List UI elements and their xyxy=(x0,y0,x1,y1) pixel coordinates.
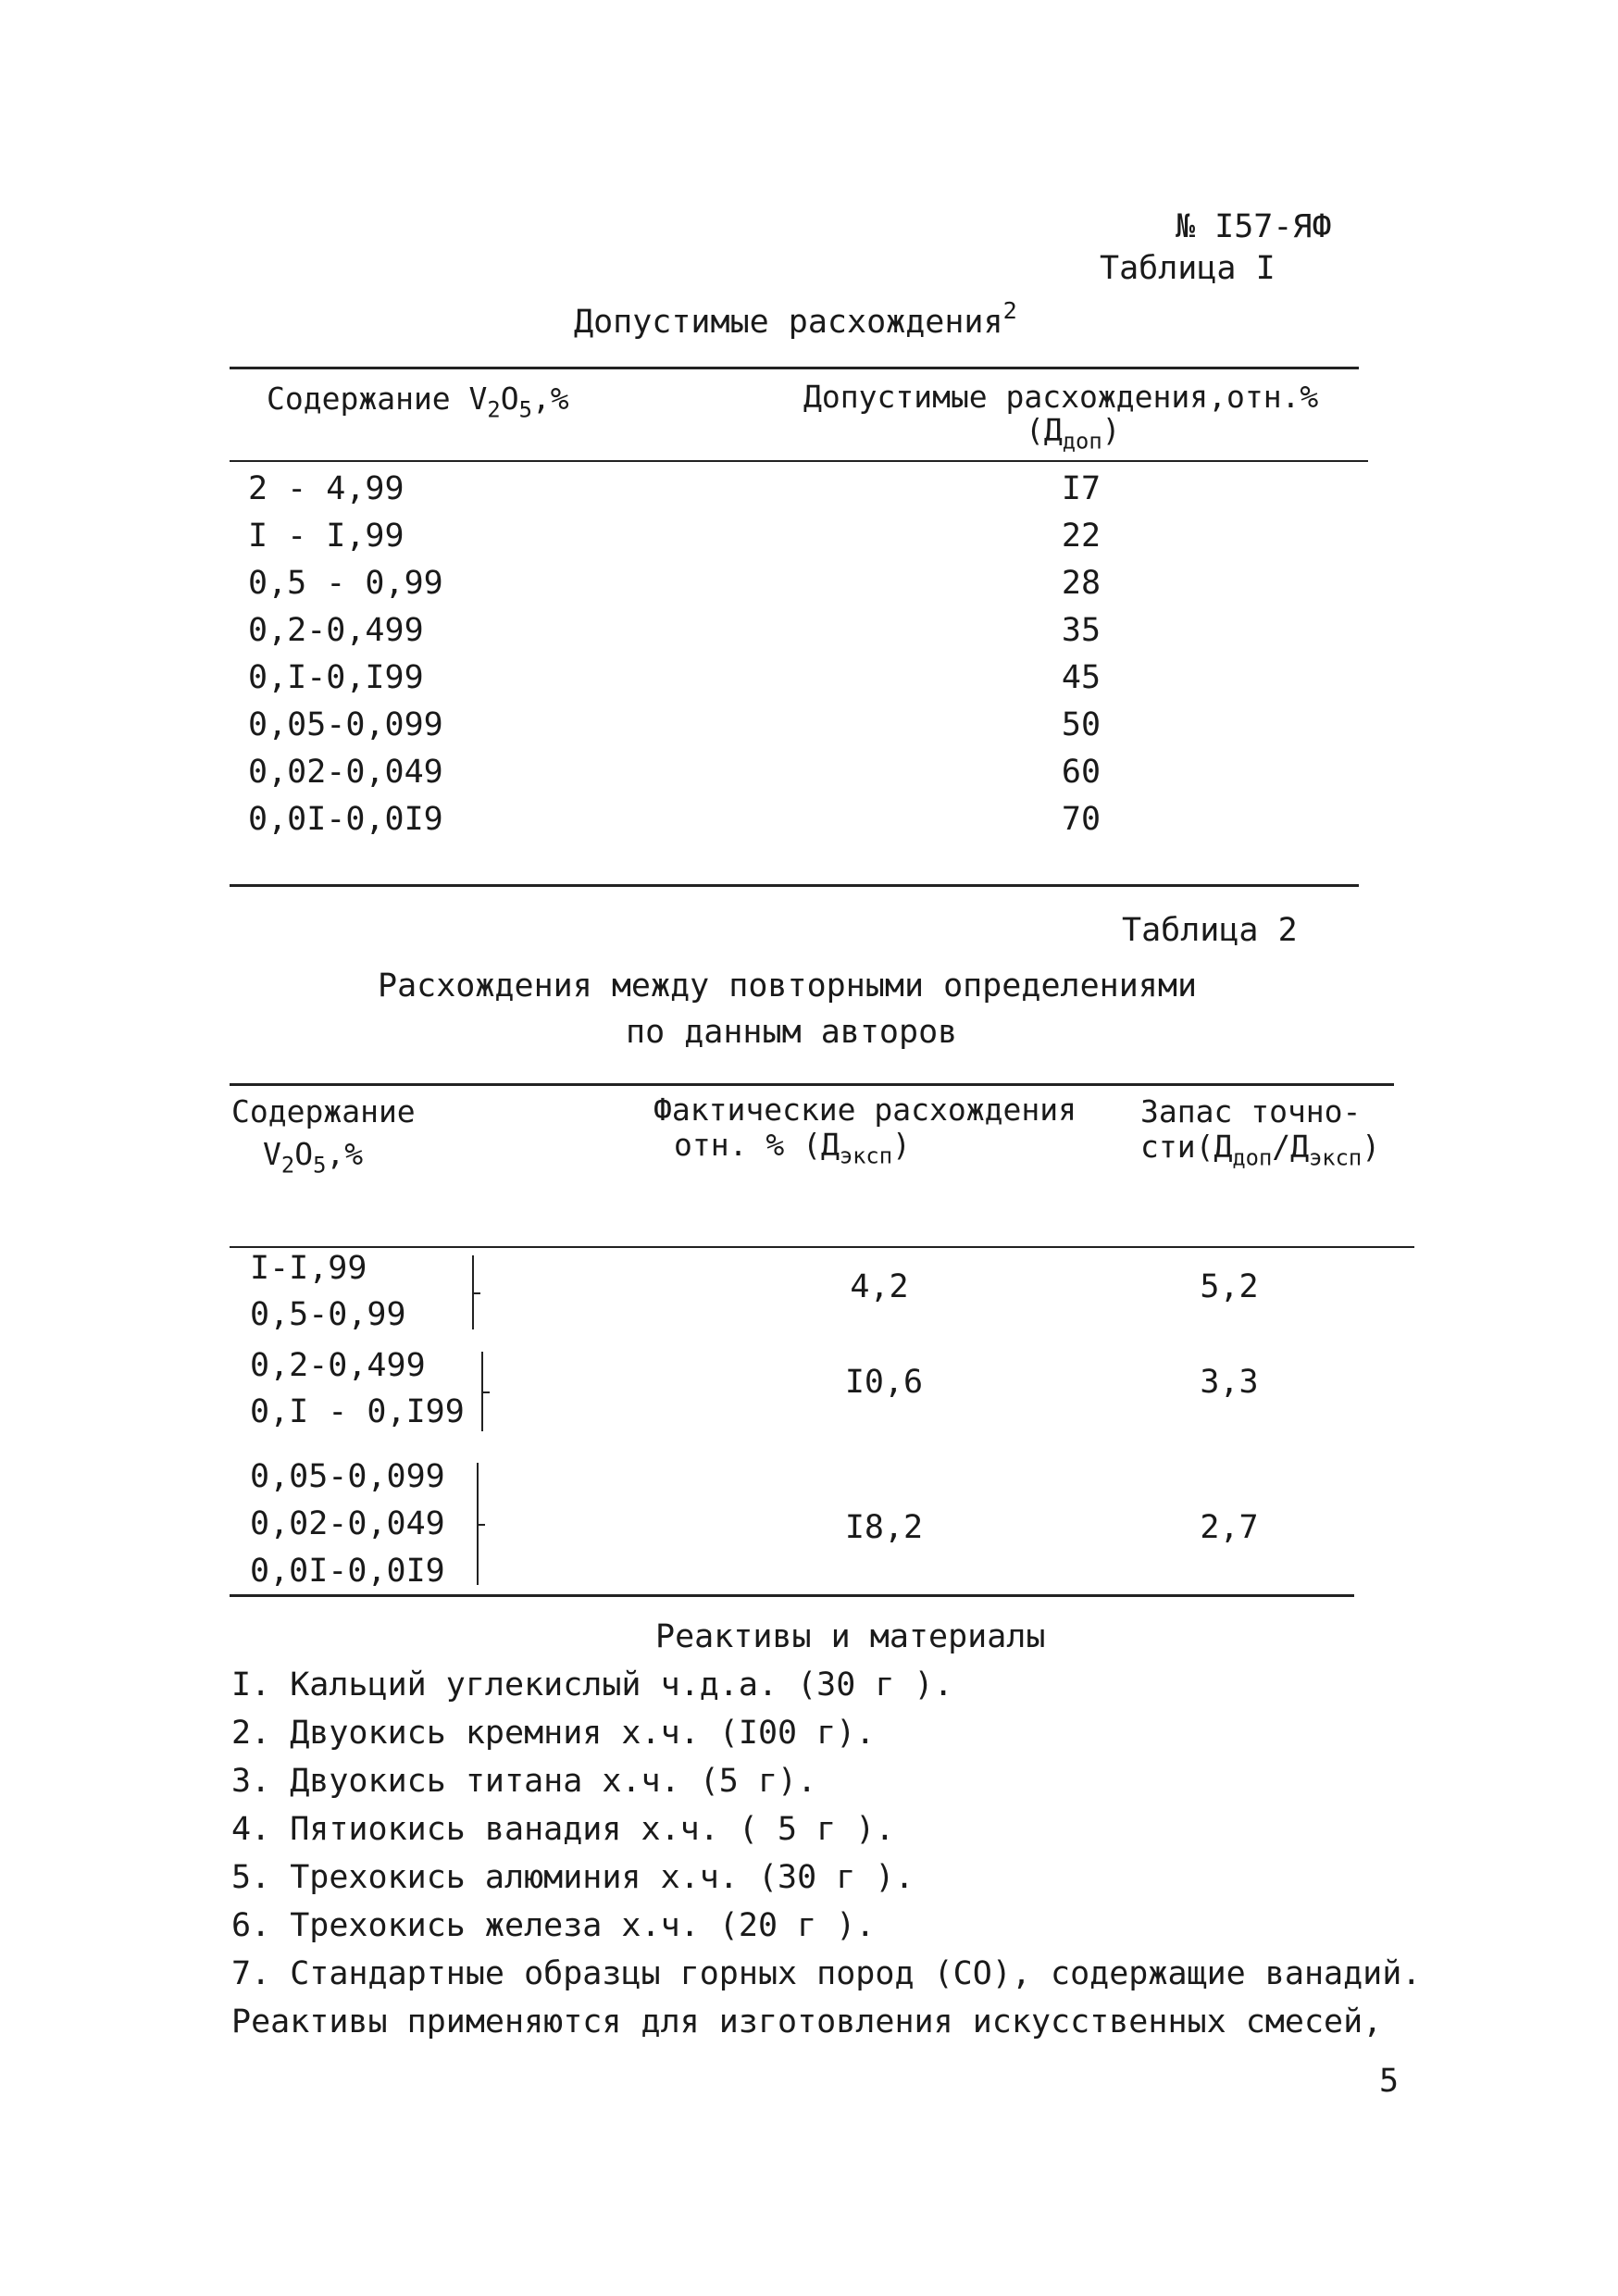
group-brace xyxy=(467,1463,479,1585)
value-cell: 22 xyxy=(1061,518,1101,555)
group-range-cell: 0,5-0,99 xyxy=(250,1296,406,1333)
range-cell: 0,05-0,099 xyxy=(248,706,443,743)
value-cell: 50 xyxy=(1061,706,1101,743)
table1-bottom-rule xyxy=(230,884,1359,887)
group-brace xyxy=(463,1255,474,1329)
range-cell: 0,0I-0,0I9 xyxy=(248,801,443,838)
precision-reserve-cell: 2,7 xyxy=(1200,1509,1259,1546)
list-item: 7. Стандартные образцы горных пород (СО), содержащие ванадий. xyxy=(231,1955,1422,1992)
group-range-cell: 0,2-0,499 xyxy=(250,1347,426,1384)
list-item: 6. Трехокись железа х.ч. (20 г ). xyxy=(231,1907,876,1944)
page-number: 5 xyxy=(1379,2063,1400,2100)
range-cell: I - I,99 xyxy=(248,518,404,555)
table2-title-line2: по данным авторов xyxy=(626,1014,958,1051)
table2-col2-header-line2: отн. % $(Д_{эксп})$ xyxy=(674,1127,911,1169)
table2-col1-header-line1: Содержание xyxy=(231,1093,416,1129)
range-cell: 0,5 - 0,99 xyxy=(248,565,443,602)
group-range-cell: 0,0I-0,0I9 xyxy=(250,1553,445,1590)
list-item: 5. Трехокись алюминия х.ч. (30 г ). xyxy=(231,1859,915,1896)
table2-col2-header-line1: Фактические расхождения xyxy=(653,1092,1077,1128)
table1-label: Таблица I xyxy=(1100,250,1276,287)
table2-label: Таблица 2 xyxy=(1122,912,1298,949)
value-cell: 35 xyxy=(1061,612,1101,649)
precision-reserve-cell: 3,3 xyxy=(1200,1364,1259,1401)
table1-header-rule xyxy=(230,460,1368,462)
range-cell: 2 - 4,99 xyxy=(248,470,404,507)
group-range-cell: 0,05-0,099 xyxy=(250,1458,445,1495)
group-range-cell: 0,I - 0,I99 xyxy=(250,1393,465,1430)
value-cell: 45 xyxy=(1061,659,1101,696)
value-cell: 60 xyxy=(1061,754,1101,791)
actual-discrepancy-cell: I8,2 xyxy=(844,1509,924,1546)
actual-discrepancy-cell: 4,2 xyxy=(850,1268,909,1305)
table2-col3-header-line2: $сти(Д_{доп}/Д_{эксп})$ xyxy=(1140,1129,1381,1171)
range-cell: 0,2-0,499 xyxy=(248,612,424,649)
group-brace xyxy=(472,1352,483,1431)
table1-top-rule xyxy=(230,367,1359,369)
actual-discrepancy-cell: I0,6 xyxy=(844,1364,924,1401)
list-item: 3. Двуокись титана х.ч. (5 г). xyxy=(231,1763,817,1800)
table2-col1-header-line2: $V_2O_5,\%$ xyxy=(263,1136,364,1179)
value-cell: 28 xyxy=(1061,565,1101,602)
group-range-cell: I-I,99 xyxy=(250,1250,367,1287)
range-cell: 0,02-0,049 xyxy=(248,754,443,791)
group-range-cell: 0,02-0,049 xyxy=(250,1505,445,1542)
table2-bottom-rule xyxy=(230,1594,1354,1597)
list-item: 2. Двуокись кремния х.ч. (I00 г). xyxy=(231,1715,876,1752)
table2-header-rule xyxy=(230,1246,1414,1248)
table1-title: Допустимые расхождения$^2$ xyxy=(574,297,1017,342)
value-cell: 70 xyxy=(1061,801,1101,838)
table2-title-line1: Расхождения между повторными определениями xyxy=(378,967,1198,1004)
reagents-continuation: Реактивы применяются для изготовления искусственных смесей, xyxy=(231,2003,1383,2040)
table1-col2-header: Допустимые расхождения,отн.% xyxy=(803,379,1319,415)
list-item: 4. Пятиокись ванадия х.ч. ( 5 г ). xyxy=(231,1811,895,1848)
table2-top-rule xyxy=(230,1083,1394,1086)
precision-reserve-cell: 5,2 xyxy=(1200,1268,1259,1305)
document-number: № I57-ЯФ xyxy=(1176,208,1332,245)
list-item: I. Кальций углекислый ч.д.а. (30 г ). xyxy=(231,1666,953,1703)
range-cell: 0,I-0,I99 xyxy=(248,659,424,696)
table1-col1-header: Содержание $V_2O_5,\%$ xyxy=(267,381,569,423)
value-cell: I7 xyxy=(1061,470,1101,507)
table2-col3-header-line1: Запас точно- xyxy=(1140,1093,1362,1129)
reagents-title: Реактивы и материалы xyxy=(655,1618,1046,1655)
table1-col2-symbol: $(Д_{доп})$ xyxy=(1026,412,1121,455)
